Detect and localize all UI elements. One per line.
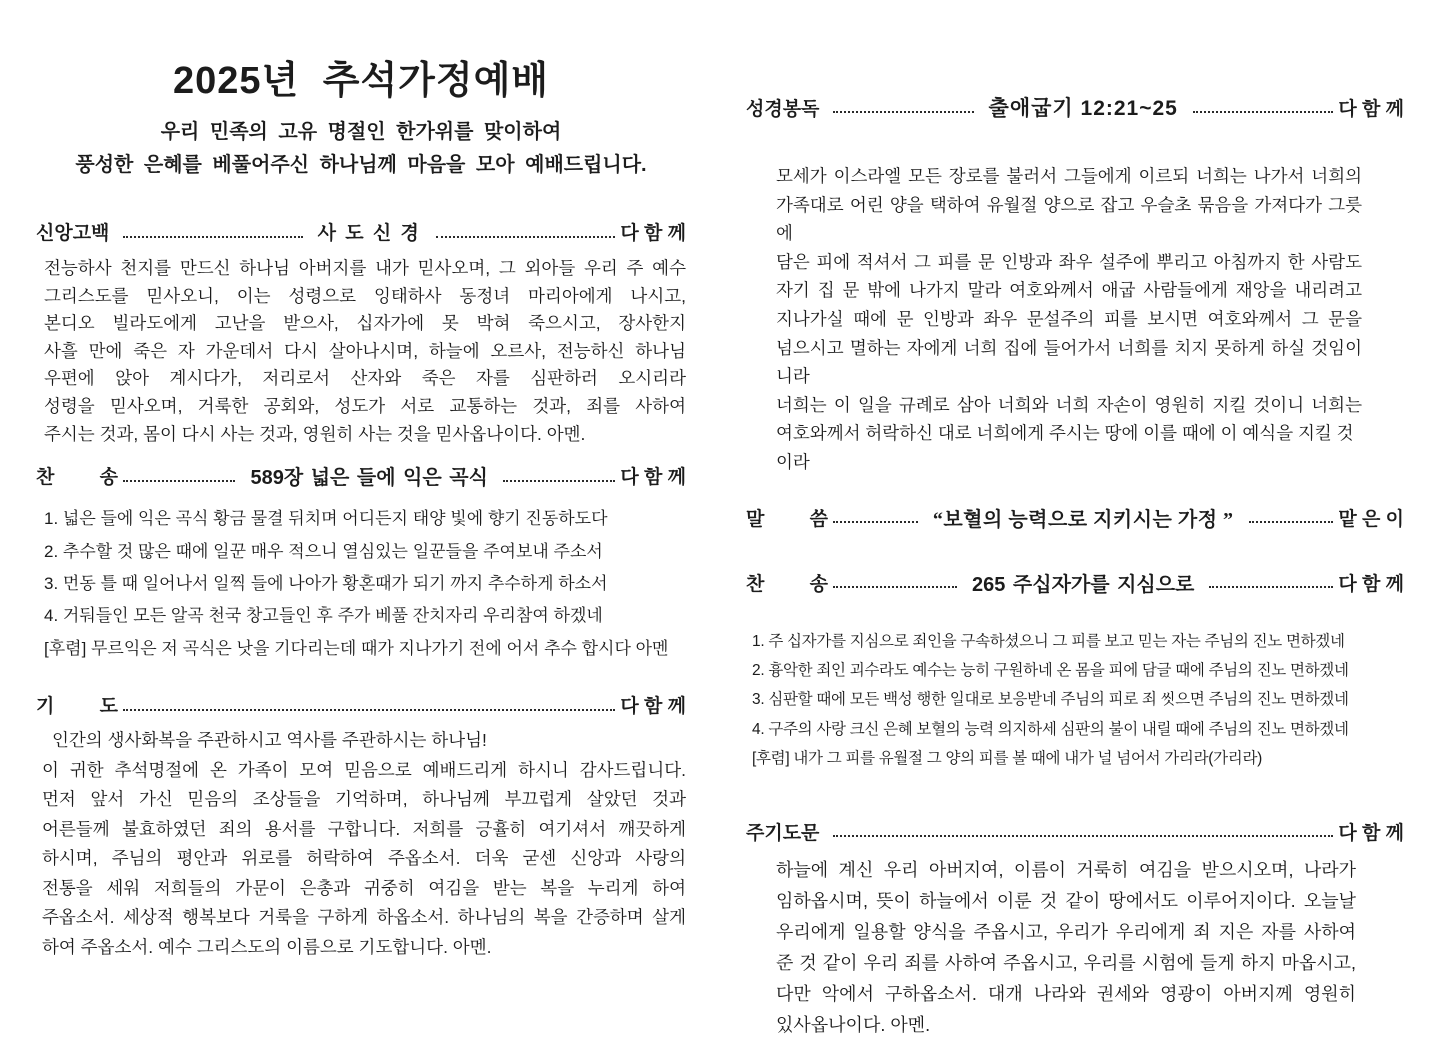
- performer-label: 다 함 께: [620, 696, 686, 718]
- section-heading-creed: [36, 218, 686, 245]
- page-title: 2025년 추석가정예배: [172, 60, 550, 102]
- section-heading-hymn2: [746, 568, 1404, 597]
- text-line: 준 것 같이 우리 죄를 사하여 주옵시고, 우리를 시험에 들게 하지 마옵시고,: [776, 952, 1356, 973]
- text-line: 성령을 믿사오며, 거룩한 공회와, 성도가 서로 교통하는 것과, 죄를 사하여: [44, 395, 686, 416]
- verse-line: 2. 흉악한 죄인 괴수라도 예수는 능히 구원하네 온 몸을 피에 담글 때에 주님의 진노 면하겠네: [752, 661, 1349, 679]
- text-line: 임하옵시며, 뜻이 하늘에서 이룬 것 같이 땅에서도 이루어지이다. 오늘날: [776, 890, 1356, 911]
- verse-line: 3. 먼동 틀 때 일어나서 일찍 들에 나아가 황혼때가 되기 까지 추수하게 하소서: [44, 573, 608, 593]
- text-line: 하늘에 계신 우리 아버지여, 이름이 거룩히 여김을 받으시오며, 나라가: [776, 859, 1356, 880]
- text-line: 먼저 앞서 가신 믿음의 조상들을 기억하며, 하나님께 부끄럽게 살았던 것과: [42, 789, 686, 810]
- text-line: 너희는 이 일을 규례로 삼아 너희와 너희 자손이 영원히 지킬 것이니 너희는: [776, 394, 1362, 415]
- section-heading-lords-prayer: [746, 818, 1404, 845]
- verse-line: 4. 구주의 사랑 크신 은혜 보혈의 능력 의지하세 심판의 불이 내릴 때에 주님의 진노 면하겠네: [752, 720, 1349, 738]
- performer-label: 다 함 께: [620, 467, 687, 489]
- text-line: 하여 주옵소서. 예수 그리스도의 이름으로 기도합니다. 아멘.: [42, 936, 492, 957]
- dotted-leader: [833, 825, 1333, 837]
- verse-line: 1. 넓은 들에 익은 곡식 황금 물결 뒤치며 어디든지 태양 빛에 향기 진동하도다: [44, 509, 608, 529]
- text-line: 인간의 생사화복을 주관하시고 역사를 주관하시는 하나님!: [52, 730, 487, 751]
- performer-label: 다 함 께: [620, 223, 687, 244]
- dotted-leader: [1209, 576, 1333, 588]
- refrain-line: [후렴] 내가 그 피를 유월절 그 양의 피를 볼 때에 내가 널 넘어서 가리라(가리라): [752, 750, 1263, 768]
- dotted-leader: [503, 469, 615, 481]
- text-line: 지나가실 때에 문 인방과 좌우 문설주의 피를 보시면 여호와께서 그 문을: [776, 308, 1362, 329]
- text-line: 다만 악에서 구하옵소서. 대개 나라와 권세와 영광이 아버지께 영원히: [776, 983, 1356, 1004]
- text-line: 본디오 빌라도에게 고난을 받으사, 십자가에 못 박혀 죽으시고, 장사한지: [44, 313, 686, 334]
- text-line: 우리에게 일용할 양식을 주옵시고, 우리가 우리에게 죄 지은 자를 사하여: [776, 921, 1356, 942]
- hymn1-verses: [36, 503, 686, 665]
- dotted-leader: [833, 101, 974, 113]
- text-line: 주옵소서. 세상적 행복보다 거룩을 구하게 하옵소서. 하나님의 복을 간증하며 살게: [42, 907, 686, 928]
- lords-prayer-text: [746, 855, 1404, 1041]
- text-line: 자기 집 문 밖에 나가지 말라 여호와께서 애굽 사람들에게 재앙을 내리려고: [776, 280, 1362, 301]
- verse-line: 3. 심판할 때에 모든 백성 행한 일대로 보응받네 주님의 피로 죄 씻으면 주님의 진노 면하겠네: [752, 691, 1349, 709]
- left-column: [36, 58, 686, 962]
- subtitle-line-1: 우리 민족의 고유 명절인 한가위를 맞이하여: [160, 121, 562, 143]
- verse-line: 2. 추수할 것 많은 때에 일꾼 매우 적으니 열심있는 일꾼들을 주여보내 주소서: [44, 541, 603, 561]
- dotted-leader: [123, 698, 615, 710]
- section-label-sermon: 말 씀: [746, 508, 828, 530]
- text-line: 전능하사 천지를 만드신 하나님 아버지를 내가 믿사오며, 그 외아들 우리 주 예수: [44, 258, 686, 278]
- section-label-creed: 신앙고백: [36, 223, 110, 244]
- text-line: 전통을 세워 저희들의 가문이 은총과 귀중히 여김을 받는 복을 누리게 하여: [42, 877, 686, 898]
- performer-label: 다 함 께: [1338, 573, 1404, 595]
- scripture-reference: 출애굽기 12:21~25: [988, 97, 1178, 120]
- section-label-hymn1: 찬 송: [36, 467, 118, 489]
- performer-label: 다 함 께: [1338, 822, 1404, 844]
- creed-text: [36, 255, 686, 448]
- text-line: 어른들께 불효하였던 죄의 용서를 구합니다. 저희를 긍휼히 여기셔서 깨끗하게: [42, 818, 686, 839]
- verse-line: 1. 주 십자가를 지심으로 죄인을 구속하셨으니 그 피를 보고 믿는 자는 주님의 진노 면하겠네: [752, 632, 1345, 650]
- section-heading-prayer: [36, 691, 686, 718]
- dotted-leader: [123, 225, 303, 237]
- performer-label: 맡 은 이: [1338, 508, 1405, 530]
- section-label-prayer: 기 도: [36, 696, 118, 718]
- prayer-text: [36, 726, 686, 962]
- performer-label: 다 함 께: [1338, 98, 1404, 120]
- section-label-lords-prayer: 주기도문: [746, 822, 820, 844]
- sermon-title: “보혈의 능력으로 지키시는 가정 ”: [932, 508, 1234, 531]
- text-line: 넘으시고 멸하는 자에게 너희 집에 들어가서 너희를 치지 못하게 하실 것임이니라: [776, 337, 1362, 387]
- text-line: 이 귀한 추석명절에 온 가족이 모여 믿음으로 예배드리게 하시니 감사드립니다.: [42, 759, 686, 780]
- verse-line: 4. 거둬들인 모든 알곡 천국 창고들인 후 주가 베풀 잔치자리 우리참여 하겠네: [44, 606, 603, 626]
- text-line: 그리스도를 믿사오니, 이는 성령으로 잉태하사 동정녀 마리아에게 나시고,: [44, 285, 686, 306]
- scripture-text: [746, 162, 1404, 477]
- dotted-leader: [1193, 101, 1334, 113]
- hymn2-title: 265 주십자가를 지심으로: [972, 573, 1195, 596]
- section-heading-scripture: [746, 92, 1404, 122]
- text-line: 있사옵나이다. 아멘.: [776, 1014, 931, 1035]
- hymn2-verses: [746, 627, 1404, 774]
- text-line: 가족대로 어린 양을 택하여 유월절 양으로 잡고 우슬초 묶음을 가져다가 그릇에: [776, 194, 1362, 244]
- section-heading-sermon: [746, 503, 1404, 532]
- text-line: 하시며, 주님의 평안과 위로를 허락하여 주옵소서. 더욱 굳센 신앙과 사랑의: [42, 848, 686, 869]
- subtitle-block: [36, 116, 686, 182]
- text-line: 주시는 것과, 몸이 다시 사는 것과, 영원히 사는 것을 믿사옵나이다. 아멘.: [44, 423, 586, 444]
- creed-title: 사 도 신 경: [317, 223, 421, 244]
- text-line: 여호와께서 허락하신 대로 너희에게 주시는 땅에 이를 때에 이 예식을 지킬 것이라: [776, 423, 1354, 472]
- text-line: 담은 피에 적셔서 그 피를 문 인방과 좌우 설주에 뿌리고 아침까지 한 사람도: [776, 251, 1362, 272]
- subtitle-line-2: 풍성한 은혜를 베풀어주신 하나님께 마음을 모아 예배드립니다.: [75, 154, 647, 176]
- dotted-leader: [436, 225, 616, 237]
- dotted-leader: [833, 576, 957, 588]
- text-line: 사흘 만에 죽은 자 가운데서 다시 살아나시며, 하늘에 오르사, 전능하신 하나님: [44, 340, 686, 361]
- dotted-leader: [1249, 511, 1334, 523]
- section-label-hymn2: 찬 송: [746, 573, 828, 595]
- refrain-line: [후렴] 무르익은 저 곡식은 낫을 기다리는데 때가 지나가기 전에 어서 추수 합시다 아멘: [44, 638, 669, 658]
- hymn1-title: 589장 넓은 들에 익은 곡식: [250, 467, 488, 490]
- section-label-scripture: 성경봉독: [746, 98, 820, 120]
- right-column: [746, 92, 1404, 1041]
- text-line: 모세가 이스라엘 모든 장로를 불러서 그들에게 이르되 너희는 나가서 너희의: [776, 166, 1362, 186]
- section-heading-hymn1: [36, 461, 686, 490]
- dotted-leader: [123, 469, 235, 481]
- text-line: 우편에 앉아 계시다가, 저리로서 산자와 죽은 자를 심판하러 오시리라: [44, 368, 686, 389]
- dotted-leader: [833, 511, 918, 523]
